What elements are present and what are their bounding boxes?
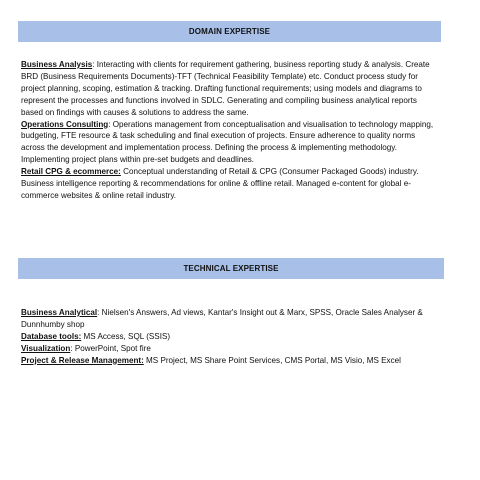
business-analysis-entry	[21, 59, 439, 119]
entry-text: : Interacting with clients for requirement gathering, business reporting study & analysis. Create BRD (Business Requirements Documents)-TFT (Technical Feasibility Template) etc. Conduct process study for project planning, scoping, estimation & tracking. Drafting functional requirements; using models and diagrams to represent the processes and functions involved in SDLC. Generating and compiling business analytical reports based on findings with causes & solutions to address the same.	[21, 60, 430, 117]
business-analytical-entry	[21, 307, 439, 331]
entry-title: Database tools:	[21, 331, 82, 341]
technical-expertise-section	[21, 307, 439, 367]
entry-title: Retail CPG & ecommerce:	[21, 167, 121, 177]
entry-text: Conceptual understanding of Retail & CPG (Consumer Packaged Goods) industry. Business intelligence reporting & recommendations for online & offline retail. Managed e-content for global e-commerce websites & online retail industry.	[21, 167, 419, 200]
entry-text: MS Access, SQL (SSIS)	[81, 331, 171, 341]
technical-expertise-heading: TECHNICAL EXPERTISE	[18, 258, 444, 279]
domain-expertise-heading: DOMAIN EXPERTISE	[18, 21, 441, 42]
visualization-entry	[21, 343, 439, 355]
domain-expertise-section	[21, 59, 439, 202]
entry-title: Operations Consulting	[21, 119, 109, 129]
entry-text: : PowerPoint, Spot fire	[70, 343, 151, 353]
operations-consulting-entry	[21, 119, 439, 167]
entry-text: : Operations management from conceptualisation and visualisation to technology mapping, budgeting, FTE resource & task scheduling and final execution of projects. Ensure adherence to quality norms across the development and implementation process. Defining the process & implementing methodology. Implementing project plans within pre-set budgets and deadlines.	[21, 119, 434, 165]
entry-text: MS Project, MS Share Point Services, CMS Portal, MS Visio, MS Excel	[143, 355, 401, 365]
entry-title: Visualization	[21, 343, 71, 353]
database-tools-entry	[21, 331, 439, 343]
entry-title: Project & Release Management:	[21, 355, 144, 365]
project-release-management-entry	[21, 355, 439, 367]
entry-title: Business Analysis	[21, 60, 93, 69]
retail-cpg-entry	[21, 166, 439, 202]
entry-title: Business Analytical	[21, 308, 98, 317]
entry-text: : Nielsen's Answers, Ad views, Kantar's Insight out & Marx, SPSS, Oracle Sales Analyser & Dunnhumby shop	[21, 308, 423, 329]
